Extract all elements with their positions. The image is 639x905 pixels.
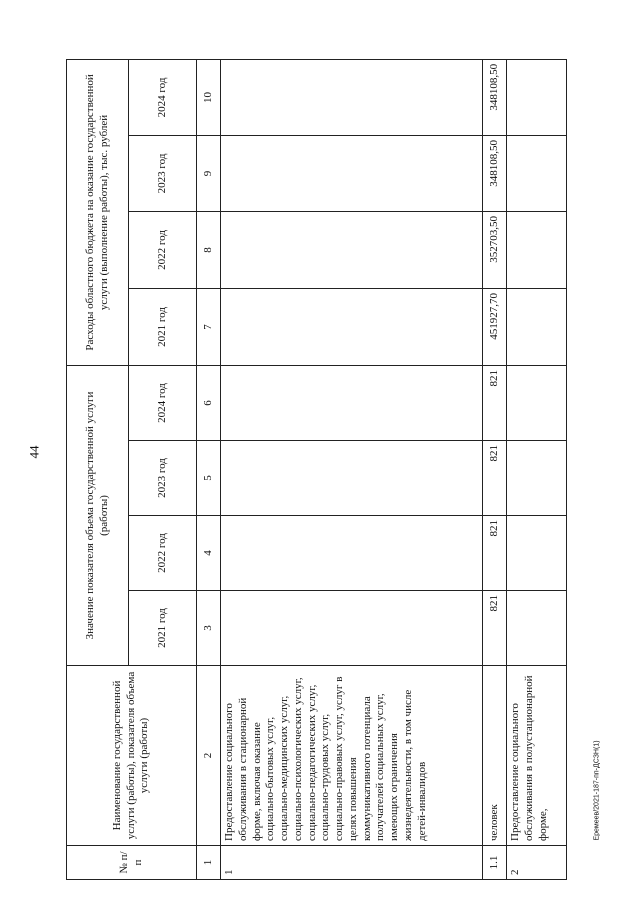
column-number: 5 <box>197 441 221 516</box>
column-number: 10 <box>197 59 221 135</box>
header-expense-group: Расходы областного бюджета на оказание государственной услуги (выполнение работы), тыс. рублей <box>67 59 129 365</box>
header-volume-year: 2022 год <box>129 516 197 591</box>
cell-expense: 348108,50 <box>483 59 507 135</box>
table-row <box>483 59 507 879</box>
table-row <box>221 59 483 879</box>
header-volume-year: 2024 год <box>129 365 197 440</box>
header-volume-year: 2021 год <box>129 591 197 666</box>
cell <box>221 288 483 365</box>
document-code: Еремеев/2021-187-пп-ДСЗН(1) <box>593 739 601 841</box>
header-name: Наименование государственной услуги (работы), показателя объема услуги (работы) <box>67 666 197 846</box>
cell <box>221 211 483 288</box>
header-volume-year: 2023 год <box>129 441 197 516</box>
header-expense-year: 2022 год <box>129 211 197 288</box>
column-number-row <box>197 59 221 879</box>
header-expense-year: 2024 год <box>129 59 197 135</box>
cell <box>507 211 567 288</box>
cell <box>221 516 483 591</box>
column-number: 3 <box>197 591 221 666</box>
services-table <box>66 59 567 880</box>
row-name: Предоставление социального обслуживания в стационарной форме, включая оказание социально-бытовых услуг, социально-медицинских услуг, социально-психологических услуг, социально-педагогических услуг, социально-трудовых услуг, социально-правовых услуг, услуг в целях повышения коммуникативного потенциала получателей социальных услуг, имеющих ограничения жизнедеятельности, в том числе детей-инвалидов <box>221 666 483 846</box>
column-number: 1 <box>197 846 221 880</box>
cell-expense: 348108,50 <box>483 135 507 211</box>
cell <box>507 441 567 516</box>
header-expense-year: 2021 год <box>129 288 197 365</box>
cell-volume: 821 <box>483 365 507 440</box>
cell <box>507 365 567 440</box>
cell-volume: 821 <box>483 591 507 666</box>
column-number: 8 <box>197 211 221 288</box>
cell <box>221 365 483 440</box>
column-number: 7 <box>197 288 221 365</box>
header-volume-group: Значение показателя объема государственной услуги (работы) <box>67 365 129 665</box>
row-no: 1.1 <box>483 846 507 880</box>
header-expense-year: 2023 год <box>129 135 197 211</box>
header-no: № п/п <box>67 846 197 880</box>
table-frame <box>66 60 575 880</box>
cell <box>507 516 567 591</box>
page-number: 44 <box>26 445 41 459</box>
cell <box>221 591 483 666</box>
cell <box>507 288 567 365</box>
cell-volume: 821 <box>483 441 507 516</box>
cell-expense: 451927,70 <box>483 288 507 365</box>
row-name: Предоставление социального обслуживания в полустационарной форме, <box>507 666 567 846</box>
cell <box>221 59 483 135</box>
rotated-table-container <box>66 60 575 880</box>
table-row <box>507 59 567 879</box>
column-number: 9 <box>197 135 221 211</box>
cell <box>221 441 483 516</box>
column-number: 6 <box>197 365 221 440</box>
cell <box>221 135 483 211</box>
cell-expense: 352703,50 <box>483 211 507 288</box>
row-no: 1 <box>221 846 483 880</box>
cell <box>507 59 567 135</box>
header-row-groups <box>67 59 129 879</box>
column-number: 4 <box>197 516 221 591</box>
cell <box>507 591 567 666</box>
cell <box>507 135 567 211</box>
column-number: 2 <box>197 666 221 846</box>
cell-volume: 821 <box>483 516 507 591</box>
row-no: 2 <box>507 846 567 880</box>
row-name: человек <box>483 666 507 846</box>
